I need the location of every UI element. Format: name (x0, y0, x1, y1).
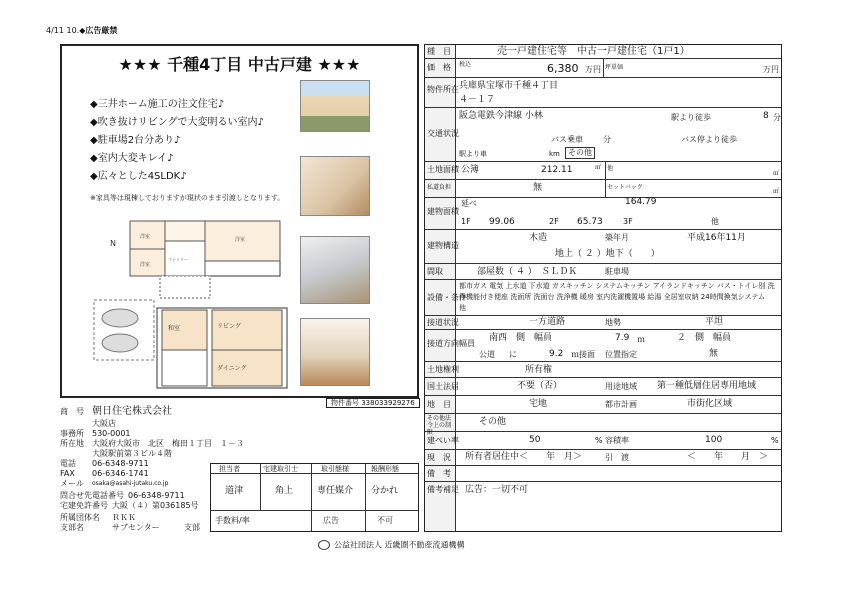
flyer-title: ★★★ 千種4丁目 中古戸建 ★★★ (118, 55, 361, 74)
flyer-panel (60, 44, 419, 398)
furniture-note: ※家具等は現棟しておりますが現状のまま引渡しとなります。 (90, 194, 285, 202)
feature-list (90, 96, 330, 186)
org-logo-icon (318, 540, 330, 550)
floorplan-2f (100, 216, 290, 306)
location-line1: 兵庫県宝塚市千種４丁目 (459, 81, 559, 91)
property-details: 種 目 売一戸建住宅等 中古一戸建住宅（1戸1） 価 格 税込 6,380 万円 坪単価 万円 物件所在 兵庫県宝塚市千種４丁目 ４－１７ 交通状況 阪急電鉄今津線 小林 駅より徒歩 8 分 バス乗車 分 バス停より徒歩 駅より車 km その他 土地面積 公簿 212.11 ㎡ 他 ㎡ 私道負担 無 セットバック ㎡ 建物面積 延べ 164.79 1F 99.06 2F 65.73 3F 他 建物構造 木造 築年月 平成16年11月 地上（ ２ ）地下（ ） 間取 部屋数（ ４ ） ＳＬＤＫ 駐車場 設備・条件 都市ガス 電気 上水道 下水道 ガスキッチン システムキッチン アイランドキッチン バス・トイレ別 洗浄機能付き便座 洗面所 洗面台 洗浄機 暖房 室内洗濯機置場 給湯 全居室収納 24時間換気システム 他 接道状況 一方道路 地勢 平坦 接道方向幅員 南西 側 幅員 7.9 ｍ ２ 側 幅員 公道 に 9.2 ｍ接面 位置指定 無 土地権利 所有権 国土法届 不要（否） 用途地域 第一種低層住居専用地域 地 目 宅地 都市計画 市街化区域 その他法令上の制限 その他 建ぺい率 50 % 容積率 100 % 現 況 所有者居住中＜ 年 月＞ 引 渡 ＜ 年 月 ＞ 備 考 備考補足 広告：一切不可 (424, 44, 782, 532)
property-kind: 売一戸建住宅等 中古一戸建住宅（1戸1） (497, 46, 690, 57)
living-photo (300, 156, 370, 216)
company-info: 商 号 朝日住宅株式会社 大阪店 事務所 530-0001 所在地 大阪府大阪市 北区 梅田１丁目 １－３ 大阪駅前第３ビル４階 電話 06-6348-9711 FAX 06-6346-1741 メール osaka@asahi-jutaku.co.jp 問合せ先電話番号 06-6348-9711 宅建免許番号 大阪（４）第036185号 所属団体名 ＲＫＫ 支部名 サブセンター 支部 (60, 406, 244, 532)
feature-item: ◆三井ホーム施工の注文住宅♪ (90, 99, 225, 110)
feature-item: ◆吹き抜けリビングで大変明るい室内♪ (90, 117, 264, 128)
stair-photo (300, 236, 370, 304)
built-date: 平成16年11月 (687, 233, 746, 243)
property-number: 物件番号 338033929276 (326, 398, 420, 408)
location-line2: ４－１７ (459, 95, 496, 105)
svg-text:ファミリー: ファミリー (168, 257, 188, 262)
footer-org: 公益社団法人 近畿圏不動産流通機構 (318, 540, 465, 550)
equipment: 都市ガス 電気 上水道 下水道 ガスキッチン システムキッチン アイランドキッチン バス・トイレ別 洗浄機能付き便座 洗面所 洗面台 洗浄機 暖房 室内洗濯機置場 給湯 全居室収納 24時間換気システム 他 (459, 282, 775, 312)
ad-restriction: 広告：一切不可 (465, 485, 529, 495)
exterior-photo (300, 80, 370, 132)
feature-item: ◆駐車場2台分あり♪ (90, 135, 181, 146)
floor-count: 地上（ ２ ）地下（ ） (555, 249, 660, 259)
floorplan-1f (92, 298, 292, 396)
svg-text:洋室: 洋室 (140, 234, 151, 240)
print-date: 4/11 10.◆広告厳禁 (46, 26, 118, 35)
svg-text:N: N (110, 239, 116, 248)
feature-item: ◆室内大変キレイ♪ (90, 153, 174, 164)
feature-item: ◆広々とした4SLDK♪ (90, 171, 187, 182)
layout: 部屋数（ ４ ） ＳＬＤＫ (477, 267, 578, 277)
svg-text:和室: 和室 (168, 325, 181, 332)
room-photo (300, 318, 370, 386)
station-line: 阪急電鉄今津線 小林 (459, 111, 543, 121)
svg-text:洋室: 洋室 (235, 237, 246, 243)
building-total-area: 164.79 (625, 197, 657, 207)
structure: 木造 (529, 233, 548, 243)
price-value: 6,380 (547, 62, 579, 75)
staff-table: 担当者 宅建取引士 取引態様 報酬形態 道津 角上 専任媒介 分かれ 手数料/率 広告 不可 (210, 463, 419, 532)
svg-text:洋室: 洋室 (140, 262, 151, 268)
svg-text:ダイニング: ダイニング (217, 365, 247, 372)
walk-minutes: 8 (763, 111, 769, 121)
living-label: リビング (217, 323, 241, 330)
company-name: 朝日住宅株式会社 (92, 406, 172, 417)
land-area: 212.11 (541, 165, 573, 175)
